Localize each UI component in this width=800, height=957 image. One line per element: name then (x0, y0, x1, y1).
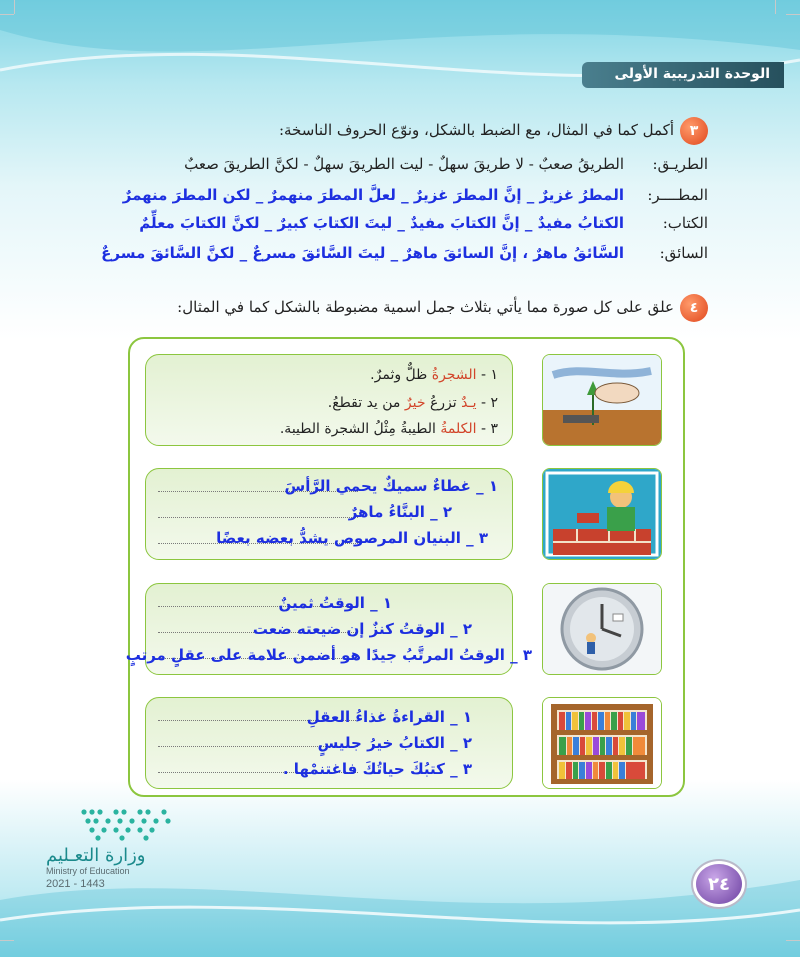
crop-mark (775, 0, 776, 14)
line-text: من يد تقطعُ. (327, 395, 401, 411)
example-sentence: الطريقُ صعبٌ - لا طريقَ سهلٌ - ليت الطريقَ سهلٌ - لكنَّ الطريقَ صعبٌ (184, 155, 624, 173)
answer-line-dots (158, 517, 358, 518)
row-label: الطريـق: (652, 155, 708, 173)
ministry-name-english: Ministry of Education (46, 866, 130, 876)
question-instruction: أكمل كما في المثال، مع الضبط بالشكل، ونوّع الحروف الناسخة: (278, 121, 674, 139)
crop-mark (786, 14, 800, 15)
row-label: السائق: (659, 244, 708, 262)
answer-line: ٣ _ كتبُكَ حياتُكَ فاغتنمْها . (282, 760, 472, 778)
crop-mark (14, 0, 15, 14)
answer-row (68, 244, 708, 270)
line-number: ٢ - (480, 395, 498, 411)
line-text: ظلٌّ وثمرٌ. (370, 367, 428, 383)
answer-line: ٣ _ البنيان المرصوص يشدُّ بعضه بعضًا (216, 529, 488, 547)
answer-line: ١ _ غطاءٌ سميكٌ يحمي الرَّأسَ (284, 477, 498, 495)
bookshelf-picture (542, 697, 662, 789)
answer-line: ١ _ القراءةُ غذاءُ العقلِ (306, 708, 472, 726)
example-row (68, 155, 708, 181)
line-number: ٣ - (480, 421, 498, 437)
answer-line: ١ _ الوقتُ ثمينٌ (278, 594, 392, 612)
answer-row (68, 214, 708, 240)
clock-picture (542, 583, 662, 675)
page-number: ٢٤ (696, 864, 742, 904)
line-text: الطيبةُ مِثْلُ الشجرة الطيبة. (279, 421, 436, 437)
answer-line: ٢ _ الكتابُ خيرُ جليسٍ (317, 734, 472, 752)
example-card (145, 354, 513, 446)
highlighted-word: خيرٌ (404, 395, 426, 411)
question-number-badge: ٤ (680, 294, 708, 322)
answer-card (125, 583, 532, 675)
example-line (280, 421, 498, 437)
answer-line: ٣ _ الوقتُ المرتَّبُ جيدًا هو أضمن علامة على عقلٍ مرتبٍ (125, 646, 532, 664)
crop-mark (786, 940, 800, 941)
answer-text: المطرُ غزيرٌ _ إنَّ المطرَ غزيرٌ _ لعلَّ المطرَ منهمرٌ _ لكن المطرَ منهمرٌ (122, 186, 624, 204)
crop-mark (0, 940, 14, 941)
example-line (328, 395, 498, 411)
question-number-badge: ٣ (680, 117, 708, 145)
answer-card (145, 697, 513, 789)
unit-title-bar (582, 62, 784, 88)
unit-title: الوحدة التدريبية الأولى (614, 66, 770, 82)
ministry-name-arabic: وزارة التعـليم (46, 845, 146, 866)
highlighted-word: الشجرةُ (431, 367, 477, 383)
answer-text: الكتابُ مفيدٌ _ إنَّ الكتابَ مفيدٌ _ ليتَ الكتابَ كبيرٌ _ لكنَّ الكتابَ معلِّمٌ (139, 214, 624, 232)
edition-year: 2021 - 1443 (46, 878, 105, 890)
answer-row (68, 186, 708, 212)
planting-picture (542, 354, 662, 446)
builder-picture (542, 468, 662, 560)
row-label: الكتاب: (662, 214, 708, 232)
ministry-logo-icon (78, 806, 174, 842)
answer-card (145, 468, 513, 560)
question-instruction: علق على كل صورة مما يأتي بثلاث جمل اسمية مضبوطة بالشكل كما في المثال: (177, 298, 674, 316)
highlighted-word: الكلمةُ (440, 421, 477, 437)
line-text: تزرعُ (429, 395, 457, 411)
example-line (370, 367, 498, 383)
header-wave (0, 0, 800, 120)
answer-line: ٢ _ الوقتُ كنزٌ إن ضيعته ضعت (252, 620, 472, 638)
line-number: ١ - (480, 367, 498, 383)
answer-text: السَّائقُ ماهرٌ ، إنَّ السائقَ ماهرٌ _ ليتَ السَّائقَ مسرعٌ _ لكنَّ السَّائقَ مسرعٌ (101, 244, 624, 262)
highlighted-word: يـدٌ (461, 395, 477, 411)
row-label: المطــــر: (647, 186, 708, 204)
crop-mark (0, 14, 14, 15)
answer-line: ٢ _ البنَّاءُ ماهرٌ (348, 503, 452, 521)
